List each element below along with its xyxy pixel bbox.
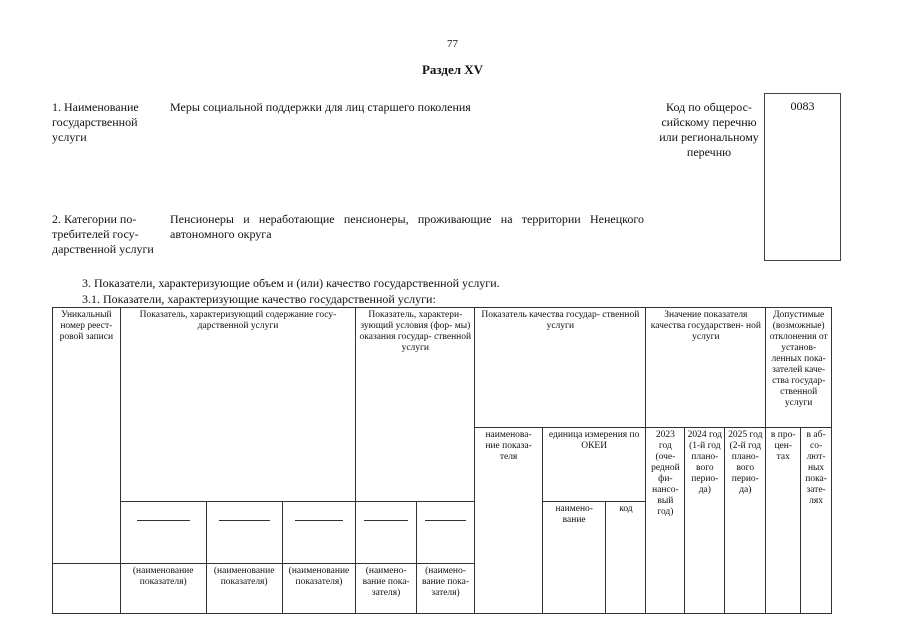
paragraph-3: 3. Показатели, характеризующие объем и (или) качество государственной услуги. bbox=[82, 276, 500, 290]
section-title: Раздел XV bbox=[421, 62, 484, 77]
unit-name-header: наимено- вание bbox=[542, 502, 606, 614]
year-2023-header: 2023 год (оче- редной фи- нансо- вый год) bbox=[646, 428, 685, 614]
condition-indicator-placeholder: (наимено- вание пока- зателя) bbox=[416, 564, 474, 614]
col-header-content-indicator: Показатель, характеризующий содержание госу- дарственной услуги bbox=[120, 308, 356, 502]
paragraph-3-1: 3.1. Показатели, характеризующие качество государственной услуги: bbox=[82, 292, 436, 306]
content-indicator-placeholder: (наименование показателя) bbox=[282, 564, 356, 614]
unit-okei-header: единица измерения по ОКЕИ bbox=[542, 428, 646, 502]
condition-indicator-placeholder: (наимено- вание пока- зателя) bbox=[356, 564, 416, 614]
service-name-label: 1. Наименование государственной услуги bbox=[52, 100, 139, 144]
year-2024-header: 2024 год (1-й год плано- вого перио- да) bbox=[685, 428, 725, 614]
deviation-absolute-header: в аб- со- лют- ных пока- зате- лях bbox=[801, 428, 832, 614]
col-header-quality-indicator: Показатель качества государ- ственной услуги bbox=[475, 308, 646, 428]
consumer-category-value: Пенсионеры и неработающие пенсионеры, проживающие на территории Ненецкого автономного округа bbox=[170, 212, 644, 241]
content-indicator-placeholder: (наименование показателя) bbox=[206, 564, 282, 614]
quality-indicators-table bbox=[52, 307, 832, 614]
registry-code-value: 0083 bbox=[790, 99, 815, 113]
registry-code-label: Код по общерос- сийскому перечню или региональному перечню bbox=[659, 100, 759, 159]
col-header-allowed-deviation: Допустимые (возможные) отклонения от установ- ленных пока- зателей каче- ства государ- ственной услуги bbox=[766, 308, 832, 428]
col-header-condition-indicator: Показатель, характери- зующий условия (фор- мы) оказания государ- ственной услуги bbox=[356, 308, 475, 502]
registry-code-box bbox=[764, 93, 841, 261]
year-2025-header: 2025 год (2-й год плано- вого перио- да) bbox=[725, 428, 766, 614]
service-name-value: Меры социальной поддержки для лиц старшего поколения bbox=[170, 100, 471, 114]
unit-code-header: код bbox=[606, 502, 646, 614]
indicator-name-header: наименова- ние показа- теля bbox=[475, 428, 543, 614]
col-header-unique-number: Уникальный номер реест- ровой записи bbox=[53, 308, 121, 564]
col-header-indicator-value: Значение показателя качества государствен- ной услуги bbox=[646, 308, 766, 428]
deviation-percent-header: в про- цен- тах bbox=[766, 428, 801, 614]
page-number: 77 bbox=[447, 38, 458, 50]
consumer-category-label: 2. Категории по- требителей госу- дарственной услуги bbox=[52, 212, 154, 256]
content-indicator-placeholder: (наименование показателя) bbox=[120, 564, 206, 614]
